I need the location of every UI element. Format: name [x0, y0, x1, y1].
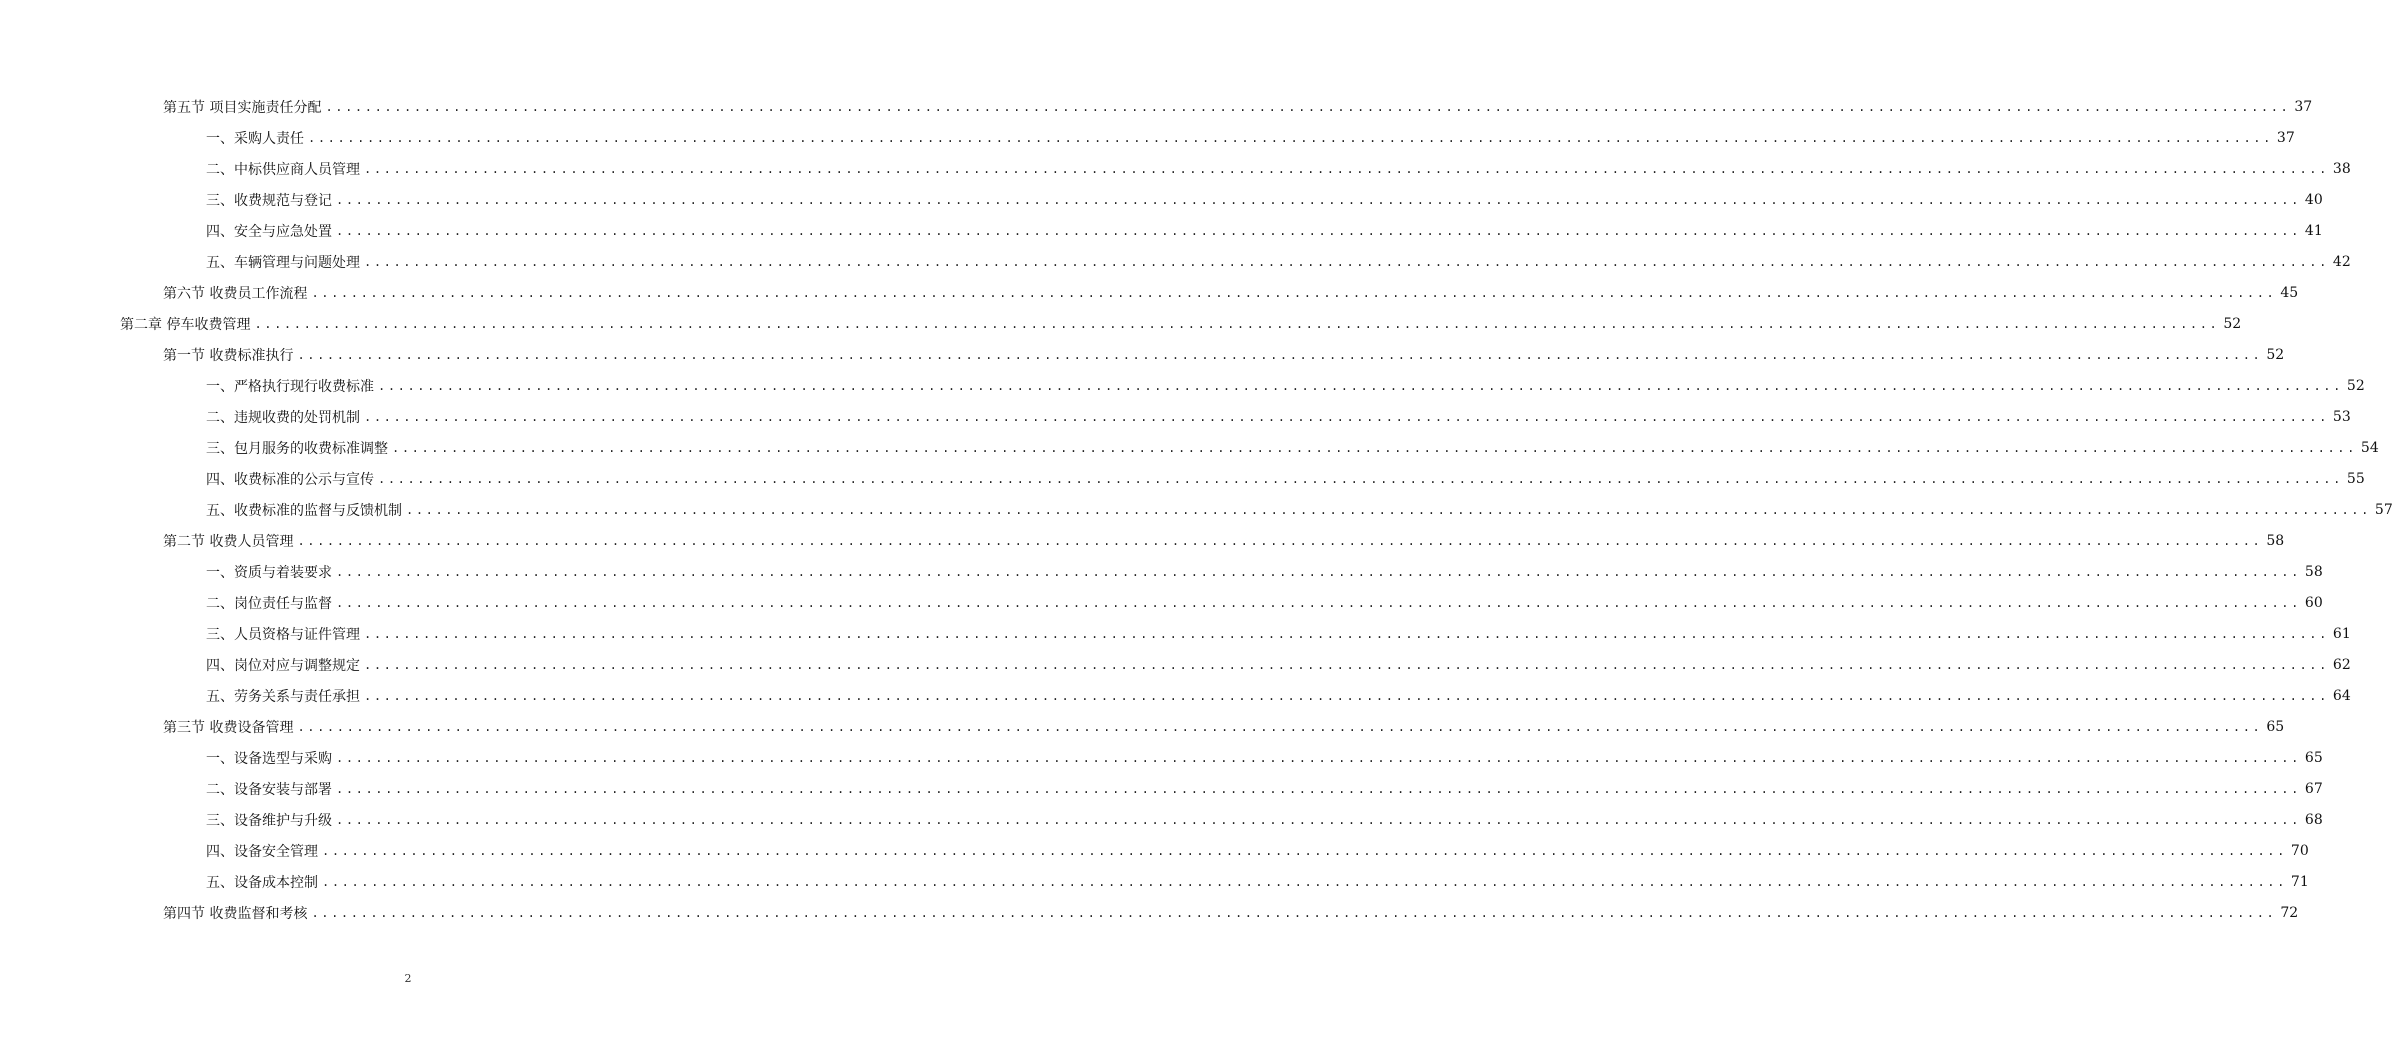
toc-entry-title: 第二节 收费人员管理 [163, 533, 294, 550]
toc-entry-title: 二、中标供应商人员管理 [206, 161, 360, 178]
toc-entry-page: 52 [2223, 315, 2242, 332]
dot-leader: ........................................................................................................................................................................................................ [322, 874, 2287, 889]
dot-leader: ........................................................................................................................................................................................................ [336, 750, 2301, 765]
toc-entry[interactable] [0, 742, 2323, 773]
toc-entry-title: 二、岗位责任与监督 [206, 595, 332, 612]
toc-entry-page: 37 [2276, 129, 2295, 146]
toc-entry-title: 第五节 项目实施责任分配 [163, 99, 322, 116]
toc-entry-page: 72 [2280, 904, 2299, 921]
toc-entry[interactable] [0, 432, 2379, 463]
toc-entry-title: 第二章 停车收费管理 [120, 316, 251, 333]
dot-leader: ........................................................................................................................................................................................................ [336, 223, 2301, 238]
toc-entry[interactable] [0, 308, 2242, 339]
toc-entry-page: 40 [2304, 191, 2323, 208]
toc-entry-page: 62 [2332, 656, 2351, 673]
toc-entry-page: 52 [2346, 377, 2365, 394]
toc-entry[interactable] [0, 122, 2295, 153]
toc-entry-title: 五、收费标准的监督与反馈机制 [206, 502, 402, 519]
toc-entry[interactable] [0, 91, 2313, 122]
dot-leader: ........................................................................................................................................................................................................ [364, 254, 2329, 269]
dot-leader: ........................................................................................................................................................................................................ [336, 564, 2301, 579]
dot-leader: ........................................................................................................................................................................................................ [364, 626, 2329, 641]
toc-entry[interactable] [0, 277, 2299, 308]
toc-entry-page: 67 [2304, 780, 2323, 797]
dot-leader: ........................................................................................................................................................................................................ [364, 688, 2329, 703]
toc-entry-page: 70 [2290, 842, 2309, 859]
toc-entry-page: 54 [2360, 439, 2379, 456]
toc-entry-title: 三、包月服务的收费标准调整 [206, 440, 388, 457]
toc-entry-page: 68 [2304, 811, 2323, 828]
toc-entry[interactable] [0, 649, 2351, 680]
toc-entry[interactable] [0, 463, 2365, 494]
dot-leader: ........................................................................................................................................................................................................ [392, 440, 2357, 455]
toc-entry-title: 四、安全与应急处置 [206, 223, 332, 240]
toc-entry-title: 第四节 收费监督和考核 [163, 905, 308, 922]
toc-entry[interactable] [0, 153, 2351, 184]
toc-entry[interactable] [0, 246, 2351, 277]
toc-entry-title: 三、收费规范与登记 [206, 192, 332, 209]
dot-leader: ........................................................................................................................................................................................................ [378, 378, 2343, 393]
toc-entry-title: 一、资质与着装要求 [206, 564, 332, 581]
toc-entry-title: 第三节 收费设备管理 [163, 719, 294, 736]
dot-leader: ........................................................................................................................................................................................................ [336, 812, 2301, 827]
toc-entry-page: 61 [2332, 625, 2351, 642]
toc-entry[interactable] [0, 401, 2351, 432]
toc-entry[interactable] [0, 339, 2285, 370]
dot-leader: ........................................................................................................................................................................................................ [254, 316, 2220, 331]
toc-entry-title: 五、劳务关系与责任承担 [206, 688, 360, 705]
toc-entry-page: 45 [2280, 284, 2299, 301]
toc-entry-page: 58 [2266, 532, 2285, 549]
toc-entry-page: 42 [2332, 253, 2351, 270]
toc-entry-title: 二、违规收费的处罚机制 [206, 409, 360, 426]
toc-entry-title: 四、设备安全管理 [206, 843, 318, 860]
dot-leader: ........................................................................................................................................................................................................ [297, 347, 2263, 362]
toc-entry-page: 52 [2266, 346, 2285, 363]
toc-entry-page: 71 [2290, 873, 2309, 890]
toc-entry[interactable] [0, 835, 2309, 866]
toc-entry-page: 37 [2294, 98, 2313, 115]
toc-entry[interactable] [0, 680, 2351, 711]
toc-entry-title: 第六节 收费员工作流程 [163, 285, 308, 302]
toc-entry[interactable] [0, 525, 2285, 556]
toc-entry[interactable] [0, 184, 2323, 215]
toc-entry-title: 一、采购人责任 [206, 130, 304, 147]
page-number: 2 [404, 972, 412, 985]
toc-entry-page: 53 [2332, 408, 2351, 425]
toc-entry[interactable] [0, 773, 2323, 804]
toc-entry-title: 五、车辆管理与问题处理 [206, 254, 360, 271]
dot-leader: ........................................................................................................................................................................................................ [364, 657, 2329, 672]
toc-entry-page: 65 [2266, 718, 2285, 735]
dot-leader: ........................................................................................................................................................................................................ [322, 843, 2287, 858]
toc-entry[interactable] [0, 804, 2323, 835]
dot-leader: ........................................................................................................................................................................................................ [311, 905, 2277, 920]
toc-entry-title: 五、设备成本控制 [206, 874, 318, 891]
dot-leader: ........................................................................................................................................................................................................ [364, 409, 2329, 424]
toc-entry-title: 三、人员资格与证件管理 [206, 626, 360, 643]
dot-leader: ........................................................................................................................................................................................................ [378, 471, 2343, 486]
dot-leader: ........................................................................................................................................................................................................ [297, 719, 2263, 734]
toc-entry[interactable] [0, 866, 2309, 897]
toc-entry-page: 64 [2332, 687, 2351, 704]
toc-entry[interactable] [0, 215, 2323, 246]
toc-entry-title: 四、收费标准的公示与宣传 [206, 471, 374, 488]
toc-entry-page: 55 [2346, 470, 2365, 487]
toc-entry[interactable] [0, 370, 2365, 401]
toc-entry[interactable] [0, 618, 2351, 649]
toc-entry-title: 四、岗位对应与调整规定 [206, 657, 360, 674]
toc-entry-title: 二、设备安装与部署 [206, 781, 332, 798]
toc-entry[interactable] [0, 587, 2323, 618]
toc-entry-title: 三、设备维护与升级 [206, 812, 332, 829]
dot-leader: ........................................................................................................................................................................................................ [336, 781, 2301, 796]
toc-entry-page: 60 [2304, 594, 2323, 611]
dot-leader: ........................................................................................................................................................................................................ [406, 502, 2371, 517]
dot-leader: ........................................................................................................................................................................................................ [364, 161, 2329, 176]
toc-entry-title: 一、设备选型与采购 [206, 750, 332, 767]
dot-leader: ........................................................................................................................................................................................................ [297, 533, 2263, 548]
toc-entry-title: 一、严格执行现行收费标准 [206, 378, 374, 395]
toc-entry[interactable] [0, 897, 2299, 928]
dot-leader: ........................................................................................................................................................................................................ [336, 595, 2301, 610]
toc-entry[interactable] [0, 494, 2393, 525]
toc-entry[interactable] [0, 556, 2323, 587]
dot-leader: ........................................................................................................................................................................................................ [336, 192, 2301, 207]
toc-entry-page: 41 [2304, 222, 2323, 239]
toc-entry-page: 65 [2304, 749, 2323, 766]
dot-leader: ........................................................................................................................................................................................................ [311, 285, 2277, 300]
dot-leader: ........................................................................................................................................................................................................ [308, 130, 2273, 145]
dot-leader: ........................................................................................................................................................................................................ [325, 99, 2291, 114]
toc-entry-page: 58 [2304, 563, 2323, 580]
toc-entry-page: 57 [2374, 501, 2393, 518]
toc-entry[interactable] [0, 711, 2285, 742]
toc-entry-title: 第一节 收费标准执行 [163, 347, 294, 364]
toc-entry-page: 38 [2332, 160, 2351, 177]
table-of-contents [0, 91, 2393, 928]
